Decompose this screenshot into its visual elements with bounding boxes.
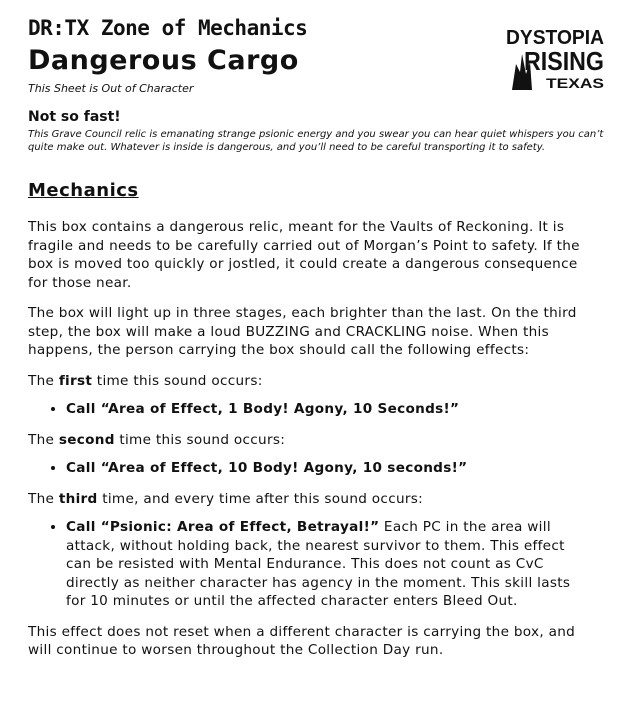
dystopia-rising-texas-logo [506,24,606,92]
intro-heading: Not so fast! [28,109,121,125]
closing-paragraph: This effect does not reset when a different character is carrying the box, and will continue to worsen throughout the Collection Day run. [28,623,576,658]
svg-text:RISING: RISING [524,46,604,76]
series-title: DR:TX Zone of Mechanics [28,16,308,40]
first-occurrence: The first time this sound occurs: [28,372,263,389]
mechanics-body [28,218,588,672]
third-occurrence: The third time, and every time after this sound occurs: [28,490,424,507]
first-effect-list [28,400,588,419]
list-item: • Call “Psionic: Area of Effect, Betrayal!” Each PC in the area will attack, without holding back, the nearest survivor to them. This effect can be resisted with Mental Endurance. This does not count as CvC directly as neither character has agency in the moment. This skill lasts for 10 minutes or until the affected character enters Bleed Out. [66,518,588,611]
list-item: • Call “Area of Effect, 10 Body! Agony, 10 seconds!” [66,459,588,478]
paragraph-stages: The box will light up in three stages, each brighter than the last. On the third step, the box will make a loud BUZZING and CRACKLING noise. When this happens, the person carrying the box should call the following effects: [28,305,577,358]
list-item: • Call “Area of Effect, 1 Body! Agony, 10 Seconds!” [66,400,588,419]
mechanics-heading: Mechanics [28,180,139,201]
page-title: Dangerous Cargo [28,45,299,76]
paragraph-box-description: This box contains a dangerous relic, meant for the Vaults of Reckoning. It is fragile and needs to be carefully carried out of Morgan’s Point to safety. If the box is moved too quickly or jostled, it could create a dangerous consequence for those near. [28,219,580,291]
ooc-notice: This Sheet is Out of Character [28,82,194,95]
svg-text:TEXAS: TEXAS [546,75,604,91]
second-occurrence: The second time this sound occurs: [28,431,286,448]
third-effect-list [28,518,588,611]
intro-text: This Grave Council relic is emanating strange psionic energy and you swear you can hear quiet whispers you can’t quite make out. Whatever is inside is dangerous, and you’ll need to be careful transporting it to safety. [28,129,604,153]
second-effect-list [28,459,588,478]
svg-text:DYSTOPIA: DYSTOPIA [506,27,604,49]
